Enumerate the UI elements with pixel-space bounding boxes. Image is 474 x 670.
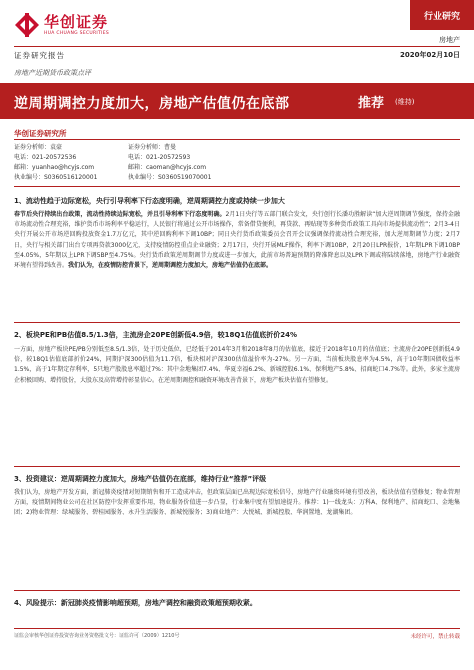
- section-1-heading: 1、流动性趋于边际宽松，央行引导利率下行态度明确，逆周期调控力度或持续一步加大: [14, 197, 285, 205]
- section-1-lead: 春节后央行持续出台政策，流动性持续边际宽松，并且引导利率下行态度明确。: [14, 211, 226, 218]
- section-2-body: [14, 345, 460, 459]
- section-1-divider: [14, 322, 460, 323]
- section-3-heading: 3、投资建议：逆周期调控力度加大，房地产估值仍在底部，维持行业“推荐”评级: [14, 475, 267, 483]
- analyst-right-license: 执业编号：S0360519070001: [128, 174, 212, 181]
- analyst-right-email[interactable]: 邮箱：caoman@hcyjs.com: [128, 164, 207, 171]
- section-2-divider: [14, 466, 460, 467]
- analyst-left-email[interactable]: 邮箱：yuanhao@hcyjs.com: [14, 164, 95, 171]
- section-3-body: [14, 488, 460, 584]
- analyst-left-name: 证券分析师：袁豪: [14, 144, 63, 151]
- report-type: 证券研究报告: [14, 51, 65, 60]
- analyst-right-phone: 电话：021-20572593: [128, 154, 191, 161]
- section-4-heading: 4、风险提示：新冠肺炎疫情影响超预期，房地产调控和融资政策超预期收紧。: [14, 599, 257, 607]
- section-1-text: 2月1日央行等五部门联合发文，央行创行长潘功胜解读“加大逆周期调节强度，保持金融市场流动性合理充裕，维护货币市场利率平稳运行，人民银行将通过公开市场操作，常备借贷便利，再贷款、再贴现等多种货币政策工具向市场提供流动性”；2月3-4日央行开展公开市场逆回购投放资金1.7万亿元，其中逆回购利率下调10BP；同日央行货币政策委员会召开会议强调保持流动性合理充裕，加大逆周期调节力度；2月7日，央行与相关部门出台专项再贷款3000亿元，支持疫情防控重点企业融资；2月17日，央行开展MLF操作，利率下调10BP，2月20日LPR报价，1年期LPR下调10BP至4.05%，5年期以上LPR下调5BP至4.75%。央行货币政策逆周期调节力度或进一步加大，此前市场普遍预期的降准降息以及LPR下调或将陆续落地，房地产行业融资环境有望得到改善。: [14, 211, 460, 270]
- footer-copyright: 未经许可，禁止转载: [410, 634, 460, 640]
- analyst-left: [14, 143, 97, 183]
- analyst-right-name: 证券分析师：曹曼: [128, 144, 177, 151]
- header-divider: [14, 46, 460, 47]
- rating-label: 推荐: [358, 96, 385, 111]
- report-subtitle: 房地产近期货币政策点评: [14, 69, 91, 77]
- rating-qualifier: (维持): [395, 98, 415, 106]
- report-title: 逆周期调控力度加大，房地产估值仍在底部: [14, 96, 290, 112]
- footer-divider: [14, 628, 460, 629]
- section-3-text: 我们认为，房地产开发方面，新冠肺炎疫情对短期销售和开工造成冲击，但政策层面已出现边际宽松信号，房地产行业融资环境有望改善，板块估值有望修复；物业管理方面，疫情期间物业公司在社区防控中发挥重要作用，物业服务价值进一步凸显，行业集中度有望加速提升。推荐：1)一线龙头：万科A、保利地产、招商蛇口、金地集团；2)物业管理：绿城服务、碧桂园服务、永升生活服务、新城悦服务；3)商业地产：大悦城、新城控股、华润置地、龙湖集团。: [14, 489, 460, 517]
- report-date: 2020年02月10日: [400, 51, 460, 59]
- company-logo-english: HUA CHUANG SECURITIES: [44, 31, 110, 36]
- footer-license: 证监会审核华创证券投资咨询业务资格批文号：证监许可（2009）1210号: [14, 633, 180, 639]
- section-2-text: 一方面，房地产板块PE/PB分别低至8.5/1.3倍，处于历史低位，已经低于2014年3月和2018年8月的估值底，接近于2018年10月的估值底；主流房企20PE创新低4.9倍，较18Q1估值底部折价24%，同期沪深300估值为11.7倍，板块相对沪深300估值溢价率为-27%。另一方面，当前板块股息率为4.5%，高于10年期国债收益率1.5%，高于1年期定存利率，5只地产股股息率超过7%：其中金地集团7.4%、华夏幸福6.2%、新城控股6.1%、保利地产5.8%、招商蛇口4.7%等。此外，多家主流房企积极回购、增持股份，大股东及高管增持彰显信心。在逆周期调控和融资环境改善背景下，房地产板块估值有望修复。: [14, 346, 460, 384]
- analyst-left-phone: 电话：021-20572536: [14, 154, 77, 161]
- section-1-body: [14, 210, 460, 316]
- company-logo-icon: [14, 12, 40, 38]
- sector-label: 房地产: [439, 36, 460, 44]
- section-1-tail: 我们认为，在疫情防控背景下，逆周期调控力度加大，房地产估值仍在底部。: [68, 262, 273, 270]
- section-2-heading: 2、板块PE和PB估值8.5/1.3倍，主流房企20PE创新低4.9倍，较18Q1估值底折价24%: [14, 331, 297, 339]
- analyst-bottom-divider: [14, 186, 460, 187]
- analyst-divider: [14, 139, 460, 140]
- research-institute-heading: 华创证券研究所: [14, 129, 67, 138]
- analyst-left-license: 执业编号：S0360516120001: [14, 174, 98, 181]
- company-logo-name: 华创证券: [44, 13, 109, 31]
- analyst-right: [128, 143, 211, 183]
- section-3-divider: [14, 590, 460, 591]
- category-tag: 行业研究: [423, 12, 460, 22]
